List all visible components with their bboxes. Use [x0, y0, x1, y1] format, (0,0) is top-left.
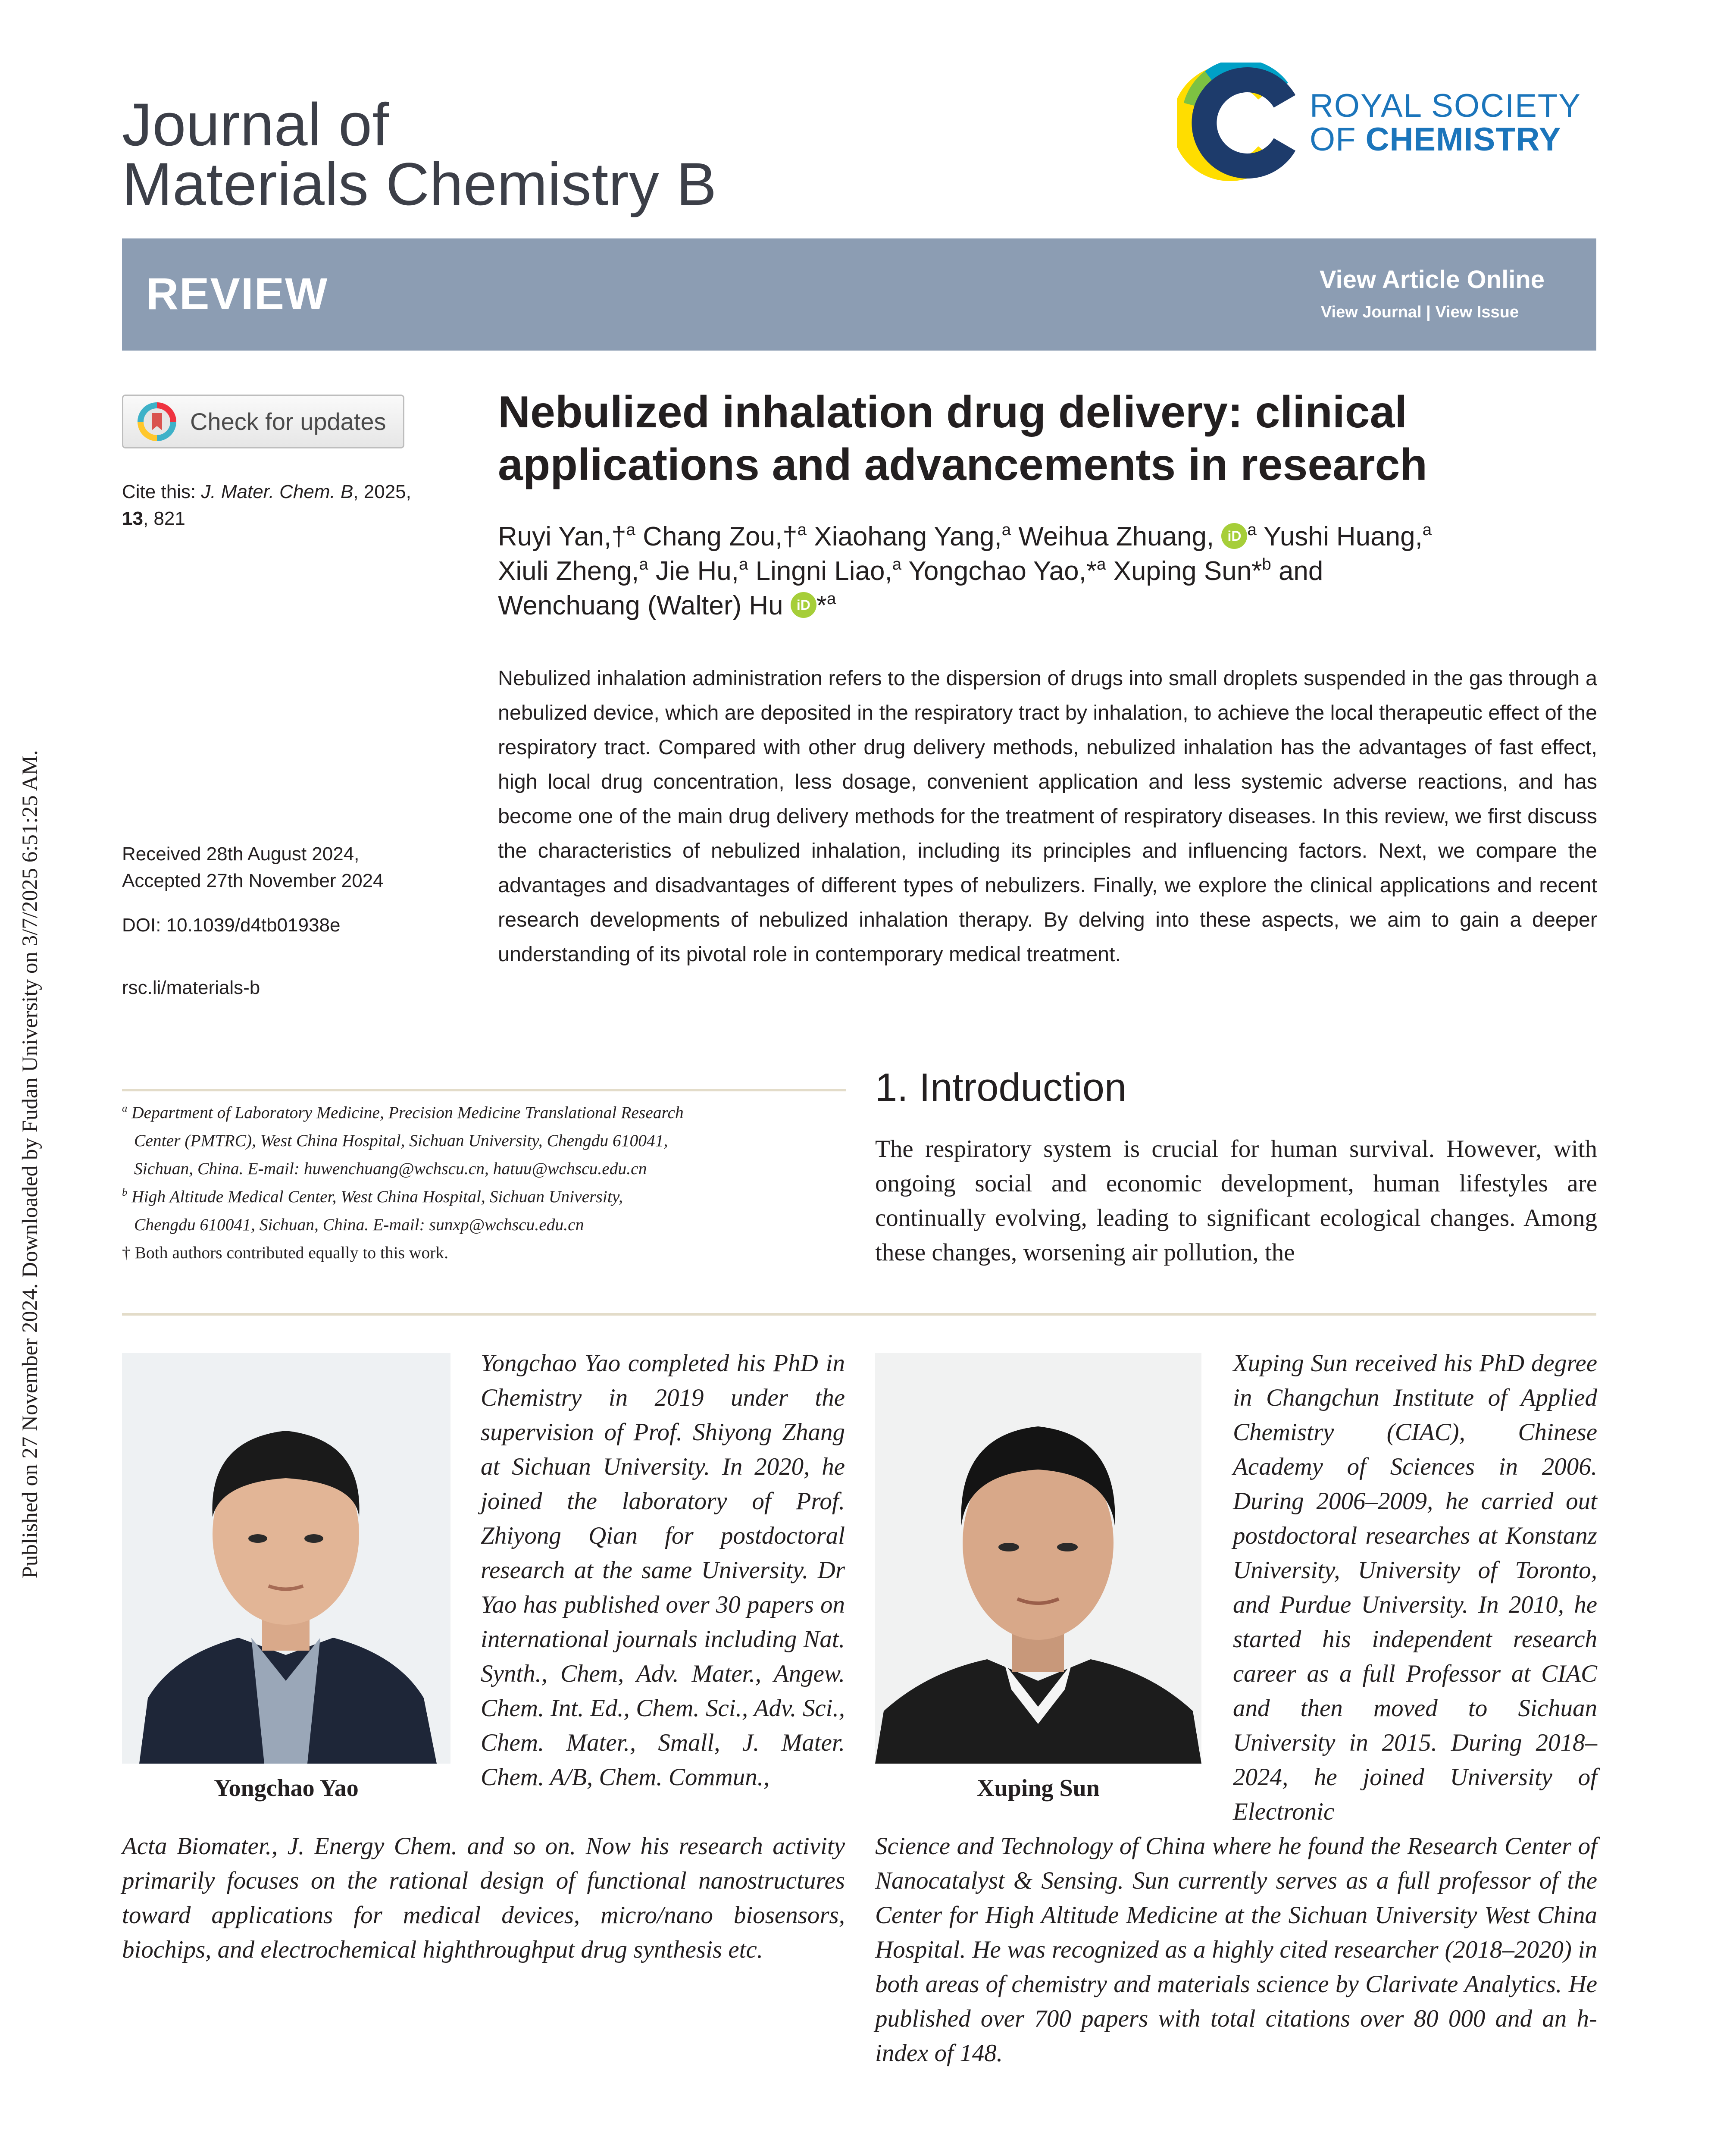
affil-mark: a [826, 589, 836, 608]
affil-mark: a [797, 520, 807, 539]
cite-label: Cite this: [122, 481, 201, 502]
affil-mark: a [639, 555, 648, 574]
author-yushi-huang[interactable]: Yushi Huang, [1263, 522, 1423, 552]
check-for-updates-button[interactable] [122, 395, 404, 448]
bio-text-xuping-sun: Xuping Sun received his PhD degree in Changchun Institute of Applied Chemistry (CIAC), Chinese Academy of Sciences in 2006. During 2006–2009, he carried out postdoctoral researches at Konstanz University, University of Toronto, and Purdue University. In 2010, he started his independent research career as a full Professor at CIAC and then moved to Sichuan University in 2015. During 2018–2024, he joined University of Electronic [1233, 1350, 1597, 1825]
affil-mark: a [1001, 520, 1011, 539]
affil-a-line3: Sichuan, China. E-mail: huwenchuang@wchscu.cn, hatuu@wchscu.edu.cn [134, 1159, 647, 1178]
bio-text-yongchao-yao: Yongchao Yao completed his PhD in Chemistry in 2019 under the supervision of Prof. Shiyong Zhang at Sichuan University. In 2020, he joined the laboratory of Prof. Zhiyong Qian for postdoctoral research at the same University. Dr Yao has published over 30 papers on international journals including Nat. Synth., Chem, Adv. Mater., Angew. Chem. Int. Ed., Chem. Sci., Adv. Sci., Chem. Mater., Small, J. Mater. Chem. A/B, Chem. Commun., [481, 1350, 845, 1791]
equal-contribution-note: † Both authors contributed equally to this work. [122, 1243, 448, 1262]
author-jie-hu[interactable]: Jie Hu, [656, 556, 739, 586]
rsc-logo-mark-icon [1177, 63, 1298, 183]
affil-a-line2: Center (PMTRC), West China Hospital, Sichuan University, Chengdu 610041, [134, 1131, 668, 1150]
cite-block [122, 479, 454, 532]
biography-divider [122, 1313, 1596, 1316]
affil-a-mark: a [122, 1102, 128, 1114]
author-list [498, 520, 1597, 623]
section-label: REVIEW [146, 269, 328, 319]
publisher-of: OF [1310, 121, 1366, 158]
affil-mark: a [739, 555, 748, 574]
cite-journal: J. Mater. Chem. B [201, 481, 353, 502]
crossmark-icon [135, 400, 178, 443]
journal-title[interactable] [122, 91, 717, 218]
view-issue-link[interactable]: View Issue [1435, 303, 1519, 321]
affiliation-divider [122, 1089, 846, 1091]
publisher-name-line1: ROYAL SOCIETY [1310, 88, 1581, 124]
affil-mark: a [1422, 520, 1432, 539]
article-title-line2: applications and advancements in research [498, 440, 1427, 490]
journal-issue-links [1321, 303, 1519, 322]
yongchao-yao-photo [122, 1353, 450, 1764]
corresponding-star: * [816, 591, 827, 620]
author-and: and [1278, 556, 1323, 586]
author-xuping-sun[interactable]: Xuping Sun* [1113, 556, 1262, 586]
section-heading-introduction: 1. Introduction [875, 1065, 1127, 1109]
affil-mark: b [1262, 555, 1271, 574]
abstract: Nebulized inhalation administration refers to the dispersion of drugs into small droplets suspended in the gas through a nebulized device, which are deposited in the respiratory tract by inhalation, to achieve the local therapeutic effect of the respiratory tract. Compared with other drug delivery methods, nebulized inhalation has the advantages of fast effect, high local drug concentration, less dosage, convenient application and less systemic adverse reactions, and has become one of the main drug delivery methods for the treatment of respiratory diseases. In this review, we first discuss the characteristics of nebulized inhalation, including its principles and influencing factors. Next, we compare the advantages and disadvantages of different types of nebulizers. Finally, we explore the clinical applications and recent research developments of nebulized inhalation therapy. By delving into these aspects, we aim to gain a deeper understanding of its pivotal role in contemporary medical treatment. [498, 667, 1597, 966]
article-title-line1: Nebulized inhalation drug delivery: clinical [498, 387, 1408, 437]
affiliations [122, 1099, 846, 1267]
introduction-paragraph: The respiratory system is crucial for human survival. However, with ongoing social and economic development, human lifestyles are continually evolving, leading to significant ecological changes. Among these changes, worsening air pollution, the [875, 1135, 1597, 1266]
article-title [498, 386, 1597, 491]
accepted-date: Accepted 27th November 2024 [122, 870, 384, 891]
journal-title-line2: Materials Chemistry B [122, 150, 717, 218]
bio-text-xuping-sun-continued: Science and Technology of China where he found the Research Center of Nanocatalyst & Sensing. Sun currently serves as a full professor of the Center for High Altitude Medicine at the Sichuan University West China Hospital. He was recognized as a highly cited researcher (2018–2020) in both areas of chemistry and materials science by Clarivate Analytics. He published over 700 papers with total citations over 80 000 and an h-index of 148. [875, 1833, 1597, 2067]
download-notice: Published on 27 November 2024. Downloaded by Fudan University on 3/7/2025 6:51:25 AM. [18, 750, 42, 1579]
author-xiuli-zheng[interactable]: Xiuli Zheng, [498, 556, 639, 586]
author-xiaohang-yang[interactable]: Xiaohang Yang, [814, 522, 1002, 552]
cite-year: , 2025, [353, 481, 411, 502]
bio-text-yongchao-yao-continued: Acta Biomater., J. Energy Chem. and so on. Now his research activity primarily focuses on the rational design of functional nanostructures toward applications for medical devices, micro/nano biosensors, biochips, and electrochemical highthroughput drug synthesis etc. [122, 1833, 845, 1963]
affil-b-line2: Chengdu 610041, Sichuan, China. E-mail: sunxp@wchscu.edu.cn [134, 1215, 584, 1234]
cite-page: , 821 [143, 508, 185, 529]
affil-b-line1: High Altitude Medical Center, West China Hospital, Sichuan University, [131, 1187, 623, 1206]
author-weihua-zhuang[interactable]: Weihua Zhuang, [1018, 522, 1214, 552]
section-banner [122, 238, 1596, 351]
author-yongchao-yao[interactable]: Yongchao Yao,* [908, 556, 1097, 586]
orcid-icon[interactable]: iD [1221, 523, 1247, 549]
received-date: Received 28th August 2024, [122, 843, 360, 865]
xuping-sun-photo [875, 1353, 1201, 1764]
check-for-updates-label: Check for updates [190, 408, 386, 435]
rsc-logo[interactable] [1177, 60, 1608, 185]
publisher-name-line2 [1310, 121, 1561, 158]
journal-url[interactable]: rsc.li/materials-b [122, 977, 260, 998]
bio-name-xuping-sun: Xuping Sun [977, 1775, 1100, 1802]
orcid-icon[interactable]: iD [791, 592, 816, 618]
view-article-online-link[interactable]: View Article Online [1319, 266, 1545, 294]
affil-mark: a [1096, 555, 1106, 574]
doi[interactable]: DOI: 10.1039/d4tb01938e [122, 915, 341, 936]
journal-title-line1: Journal of [122, 91, 389, 158]
view-journal-link[interactable]: View Journal [1320, 303, 1422, 321]
affil-a-line1: Department of Laboratory Medicine, Precision Medicine Translational Research [131, 1103, 684, 1122]
link-separator: | [1421, 303, 1436, 321]
author-lingni-liao[interactable]: Lingni Liao, [755, 556, 892, 586]
affil-mark: a [626, 520, 635, 539]
author-chang-zou[interactable]: Chang Zou,† [643, 522, 798, 552]
affil-b-mark: b [122, 1186, 128, 1198]
cite-volume: 13 [122, 508, 143, 529]
author-ruyi-yan[interactable]: Ruyi Yan,† [498, 522, 626, 552]
affil-mark: a [892, 555, 902, 574]
affil-mark: a [1247, 520, 1257, 539]
author-wenchuang-hu[interactable]: Wenchuang (Walter) Hu [498, 591, 783, 620]
bio-name-yongchao-yao: Yongchao Yao [214, 1775, 359, 1802]
publisher-chemistry: CHEMISTRY [1365, 121, 1561, 158]
